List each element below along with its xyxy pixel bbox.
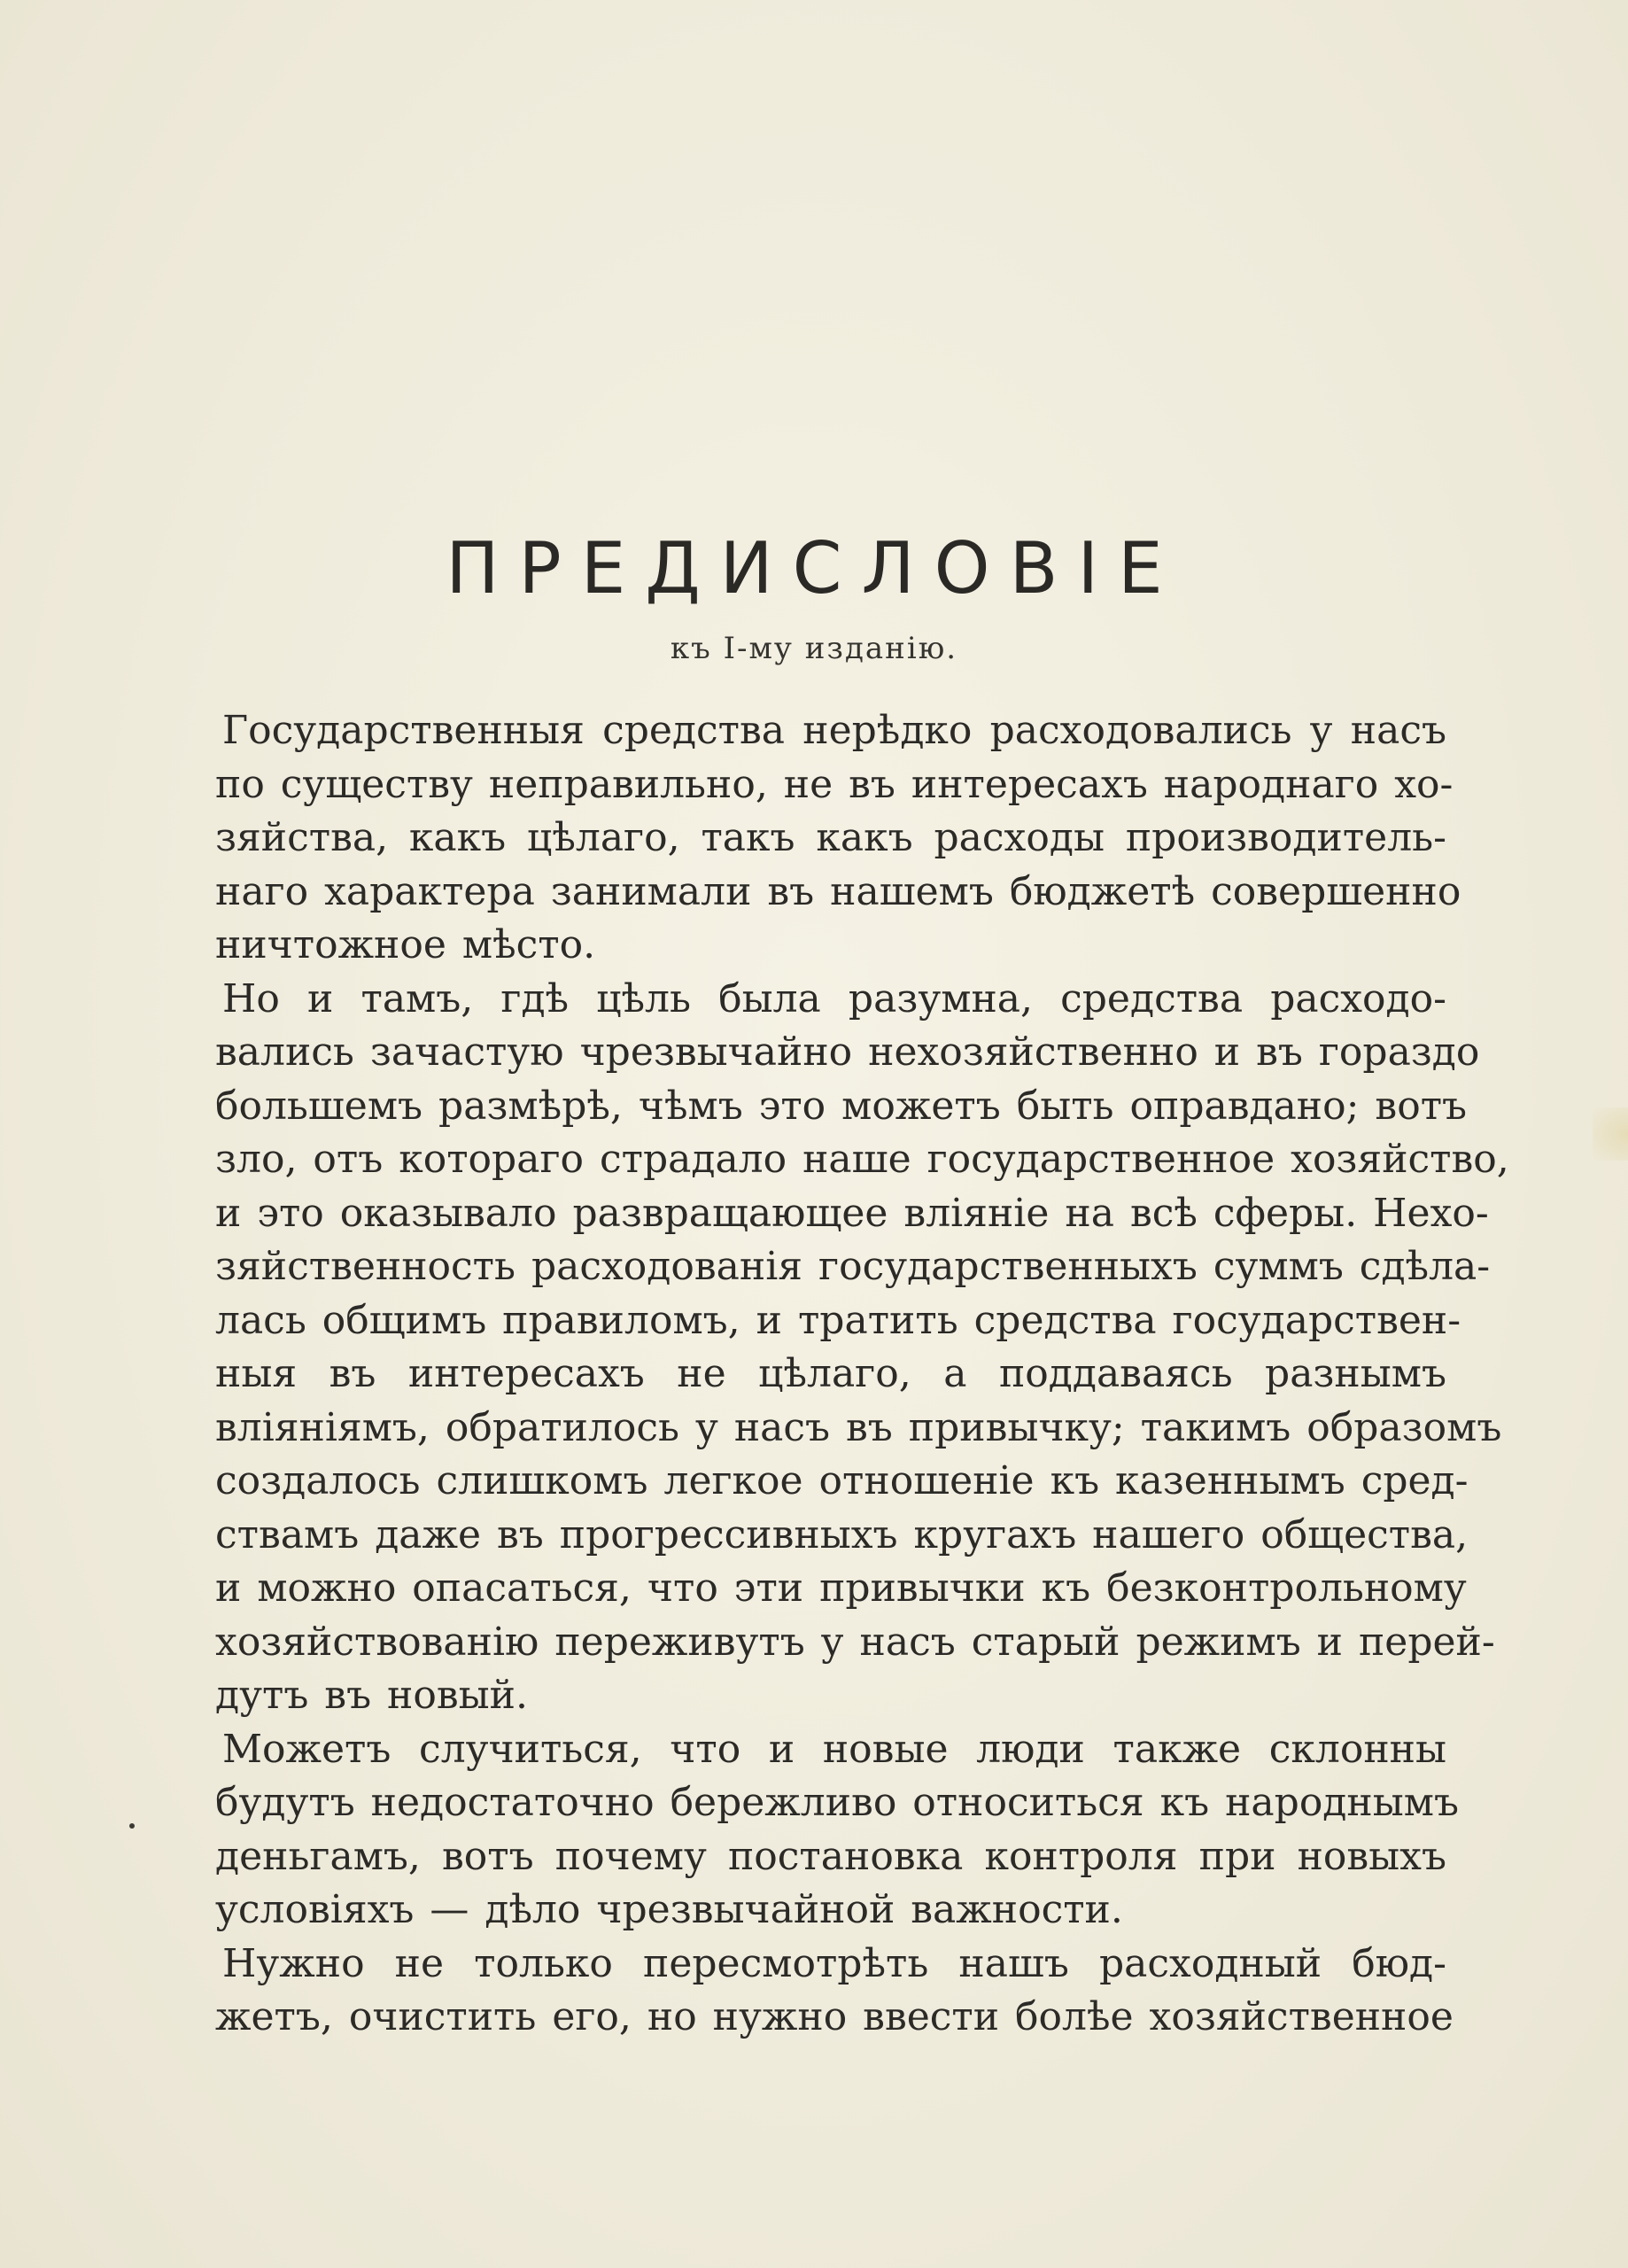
text-line: Нужно не только пересмотрѣть нашъ расходный бюд- <box>222 1940 1446 1986</box>
text-line: создалось слишкомъ легкое отношеніе къ казеннымъ сред- <box>215 1458 1469 1503</box>
margin-mark <box>129 1823 135 1829</box>
page-subtitle: къ I-му изданію. <box>670 631 958 666</box>
paragraph-2 <box>215 973 1509 1723</box>
text-line: лась общимъ правиломъ, и тратить средства государствен- <box>215 1297 1461 1343</box>
text-line: дутъ въ новый. <box>215 1673 528 1718</box>
page-stain <box>1593 1107 1628 1161</box>
text-line: вались зачастую чрезвычайно нехозяйственно и въ гораздо <box>215 1029 1480 1075</box>
text-line: ныя въ интересахъ не цѣлаго, а поддаваясь разнымъ <box>215 1351 1446 1396</box>
page-title: ПРЕДИСЛОВІЕ <box>446 527 1182 610</box>
text-line: зяйственность расходованія государственныхъ суммъ сдѣла- <box>215 1244 1491 1289</box>
text-line: и это оказывало развращающее вліяніе на всѣ сферы. Нехо- <box>215 1190 1489 1236</box>
text-line: жетъ, очистить его, но нужно ввести болѣе хозяйственное <box>215 1994 1454 2039</box>
text-line: большемъ размѣрѣ, чѣмъ это можетъ быть оправдано; вотъ <box>215 1083 1468 1129</box>
text-line: хозяйствованію переживутъ у насъ старый режимъ и перей- <box>215 1619 1495 1665</box>
text-line: и можно опасаться, что эти привычки къ безконтрольному <box>215 1565 1467 1611</box>
text-line: Можетъ случиться, что и новые люди также склонны <box>222 1726 1446 1772</box>
text-line: ничтожное мѣсто. <box>215 922 596 967</box>
text-line: зло, отъ котораго страдало наше государственное хозяйство, <box>215 1137 1509 1182</box>
text-line: вліяніямъ, обратилось у насъ въ привычку; такимъ образомъ <box>215 1404 1502 1450</box>
paragraph-3 <box>215 1723 1459 1938</box>
text-line: Но и тамъ, гдѣ цѣль была разумна, средства расходо- <box>222 975 1446 1021</box>
text-line: ствамъ даже въ прогрессивныхъ кругахъ нашего общества, <box>215 1511 1469 1557</box>
text-line: условіяхъ — дѣло чрезвычайной важности. <box>215 1887 1123 1932</box>
text-line: деньгамъ, вотъ почему постановка контроля при новыхъ <box>215 1833 1446 1879</box>
body-text <box>215 704 1509 2045</box>
paragraph-4 <box>215 1938 1454 2045</box>
text-line: наго характера занимали въ нашемъ бюджетѣ совершенно <box>215 868 1461 914</box>
text-line: будутъ недостаточно бережливо относиться къ народнымъ <box>215 1780 1459 1825</box>
text-line: зяйства, какъ цѣлаго, такъ какъ расходы производитель- <box>215 815 1446 860</box>
paragraph-1 <box>215 704 1461 973</box>
text-line: Государственныя средства нерѣдко расходовались у насъ <box>222 708 1446 753</box>
text-line: по существу неправильно, не въ интересахъ народнаго хо- <box>215 761 1454 807</box>
